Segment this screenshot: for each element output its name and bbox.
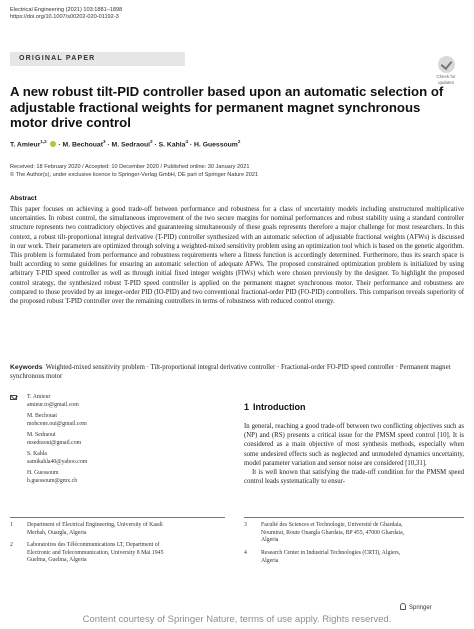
intro-paragraph-1: In general, reaching a good trade-off between two conflicting objectives such as (NP) and (RS) presents a critical issue for the PMSM speed control [10]. It is considered as a main objective of most synthesis methods, especially when some undesired effects such as neglected and unmodeled dynamics uncertainty, model parameter variation and sensor noise are considered [10,31]. bbox=[244, 423, 464, 467]
envelope-icon bbox=[10, 395, 17, 400]
springer-horse-icon bbox=[400, 603, 406, 610]
contact-entry bbox=[27, 413, 87, 428]
keywords-text: Weighted-mixed sensitivity problem · Tilt-proportional integral derivative controller · Fractional-order FO-PID speed controller · Permanent magnet synchronous motor bbox=[10, 364, 451, 381]
journal-citation: Electrical Engineering (2021) 103:1881–1898 bbox=[10, 7, 123, 13]
contact-email[interactable]: samikahla40@yahoo.com bbox=[27, 458, 88, 465]
author-affil-sup: 4 bbox=[185, 139, 188, 144]
article-type-badge bbox=[10, 52, 185, 66]
contact-name: H. Guessoum bbox=[27, 470, 59, 476]
author-affil-sup: 1,2 bbox=[40, 139, 47, 144]
affiliation-line: Merbah, Ouargla, Algeria bbox=[27, 529, 87, 536]
affiliation-line: Electronic and Telecommunication, University 8 Mai 1945 bbox=[27, 549, 164, 556]
affiliation-line: Guelma, Guelma, Algeria bbox=[27, 557, 87, 564]
section-title: Introduction bbox=[253, 402, 306, 412]
section-number: 1 bbox=[244, 402, 250, 412]
doi-link[interactable]: https://doi.org/10.1007/s00202-020-01192-3 bbox=[10, 14, 119, 20]
author-separator: · bbox=[105, 141, 112, 149]
contact-entry bbox=[27, 432, 81, 447]
contact-name: M. Bechouat bbox=[27, 413, 57, 419]
intro-paragraph-2-text: It is well known that satisfying the trade-off condition for the PMSM speed control leads systematically to ensur- bbox=[244, 469, 464, 486]
keywords-label: Keywords bbox=[10, 364, 43, 371]
publisher-name: Springer bbox=[409, 605, 432, 611]
journal-info bbox=[10, 7, 122, 21]
affiliation-text bbox=[27, 542, 163, 565]
keywords bbox=[10, 363, 464, 381]
affiliation-text bbox=[261, 522, 404, 545]
abstract-heading: Abstract bbox=[10, 195, 37, 202]
author-separator: · bbox=[152, 141, 159, 149]
affiliation-line: Algeria bbox=[261, 537, 279, 544]
affiliation-number: 2 bbox=[10, 542, 13, 548]
courtesy-footer: Content courtesy of Springer Nature, terms of use apply. Rights reserved. bbox=[0, 611, 474, 629]
check-for-updates[interactable] bbox=[426, 56, 466, 85]
copyright-line: © The Author(s), under exclusive licence to Springer-Verlag GmbH, DE part of Springer Nature 2021 bbox=[10, 171, 259, 178]
intro-paragraph-2 bbox=[244, 468, 464, 486]
contact-email[interactable]: mohcene.oui@gmail.com bbox=[27, 420, 87, 427]
author-affil-sup: 2 bbox=[237, 139, 241, 144]
contact-entry bbox=[27, 451, 87, 466]
affiliation-line: Laboratoires des Télécommunications LT, Department of bbox=[27, 542, 160, 548]
affiliation-line: Noumirat, Route Ouargla Ghardaia, BP 455, 47000 Ghardaia, bbox=[261, 529, 405, 536]
author-name: H. Guessoum bbox=[194, 141, 238, 149]
contact-email[interactable]: msedraoui@gmail.com bbox=[27, 439, 82, 446]
contact-email[interactable]: h.guessoum@gmx.ch bbox=[27, 477, 78, 484]
footnote-divider bbox=[10, 517, 225, 518]
check-updates-line2: updates bbox=[437, 80, 454, 85]
intro-body bbox=[244, 422, 464, 486]
affiliation-line: Algeria bbox=[261, 557, 279, 564]
affiliation-number: 3 bbox=[244, 522, 247, 528]
footnote-divider bbox=[244, 517, 464, 518]
author-name: M. Bechouat bbox=[62, 141, 103, 149]
author-list bbox=[10, 139, 465, 148]
contact-entry bbox=[27, 470, 77, 485]
affiliation-text bbox=[261, 550, 400, 565]
affiliation-text bbox=[27, 522, 163, 537]
author-name: M. Sedraoui bbox=[111, 141, 151, 149]
contact-email[interactable]: amieur.to@gmail.com bbox=[27, 401, 79, 408]
publisher-logo bbox=[400, 603, 432, 611]
contact-name: S. Kahla bbox=[27, 451, 47, 457]
history-dates: Received: 18 February 2020 / Accepted: 10 December 2020 / Published online: 30 January 2021 bbox=[10, 164, 250, 170]
paper-title: A new robust tilt-PID controller based upon an automatic selection of adjustable fractional weights for permanent magnet synchronous motor drive control bbox=[10, 84, 444, 130]
contact-name: M. Sedraoui bbox=[27, 432, 56, 438]
article-type-label: ORIGINAL PAPER bbox=[19, 55, 96, 62]
author-separator: · bbox=[56, 141, 63, 149]
affiliation-number: 1 bbox=[10, 522, 13, 528]
orcid-icon[interactable] bbox=[50, 141, 56, 147]
affiliation-line: Department of Electrical Engineering, University of Kasdi bbox=[27, 522, 163, 528]
contact-name: T. Amieur bbox=[27, 394, 51, 400]
affiliation-line: Research Center in Industrial Technologies (CRTI), Algiers, bbox=[261, 550, 401, 556]
author-affil-sup: 2 bbox=[150, 139, 153, 144]
contact-entry bbox=[27, 394, 79, 409]
author-separator: · bbox=[187, 141, 195, 149]
check-updates-line1: Check for bbox=[436, 74, 456, 79]
author-name: T. Amieur bbox=[10, 141, 41, 149]
author-name: S. Kahla bbox=[158, 141, 186, 149]
author-affil-sup: 3 bbox=[102, 139, 106, 144]
article-history bbox=[10, 164, 258, 179]
affiliation-line: Faculté des Sciences et Technologie, Université de Ghardaia, bbox=[261, 522, 403, 528]
affiliation-number: 4 bbox=[244, 550, 247, 556]
check-updates-icon bbox=[438, 56, 455, 73]
abstract-text: This paper focuses on achieving a good trade-off between performance and robustness for a class of uncertainty models including unstructured multiplicative uncertainties. In robust control, the simultaneous improvement of the two secure margins for nominal performances and robust stability using a standard controller structure represents two contradictory objectives and guaranteeing simultaneously of these goals represents therefore a major challenge for most researchers. In this context, a robust tilt-proportional integral derivative (T-PID) controller synthesized with an automatic selection of adjustable fractional weights (AFWs) is discussed in our work. Their parameters are optimized through solving a weighted-mixed sensitivity problem using an optimization tool which is based on the genetic algorithm. This problem is formulated from performance and robustness requirements where a fitness function is accordingly determined. Furthermore, thus its search space is built according to some guidelines for ensuring an automatic selection of adequate AFWs. The proposed constrained optimization problem is initialized by using arbitrary T-PID speed controller as well as through initial fixed integer weights (FIWs) which were chosen previously by the designer. To highlight the proposed control strategy, the synthesized robust T-PID speed controller is applied on the permanent magnet synchronous motor. Their performance and robustness are compared to those provided by an integer-order PID (IO-PID) and two conventional fractional-order PID (FO-PID) controllers. This comparison reveals superiority of the proposed robust T-PID controller over the remaining controllers in terms of robustness with reduced control energy. bbox=[10, 206, 464, 306]
section-heading bbox=[244, 402, 306, 412]
